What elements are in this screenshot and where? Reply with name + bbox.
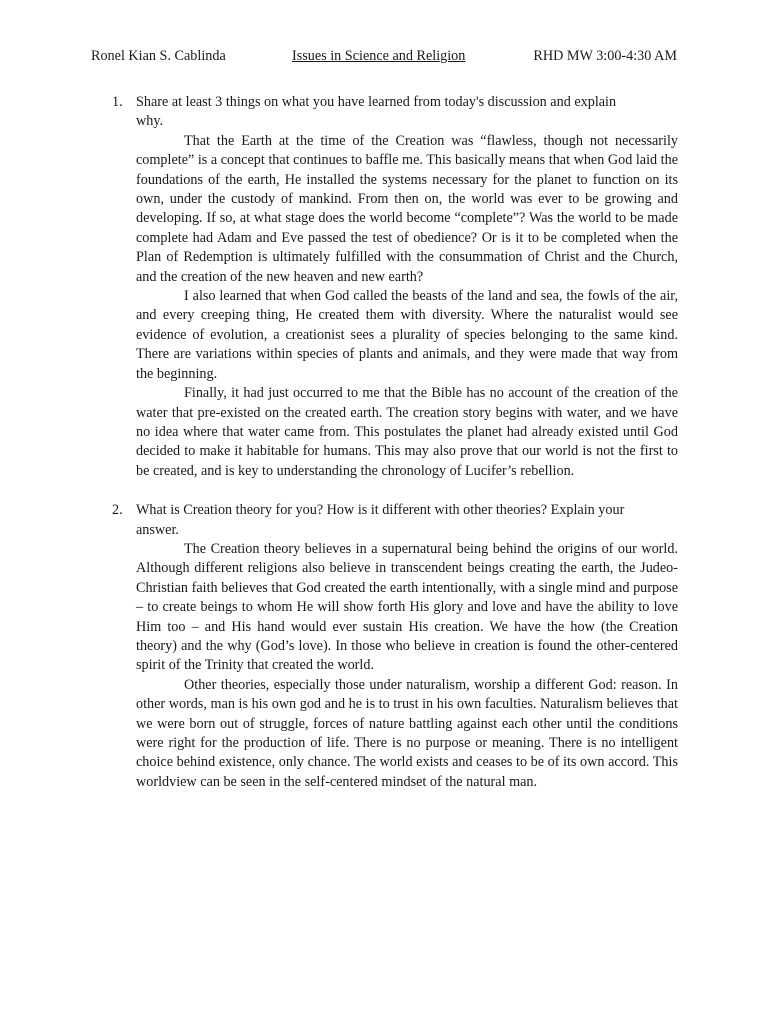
question-number: 2. xyxy=(112,502,123,519)
answer-paragraph: The Creation theory believes in a supernatural being behind the origins of our world. Although different religions also believe in transcendent beings creating the earth, the Judeo-Christian faith believes that God created the earth intentionally, with a single mind and purpose – to create beings to whom He will show forth His glory and love and have the ability to love Him too – and His hand would ever sustain His creation. We have the how (the Creation theory) and the why (God’s love). In those who believe in creation is found the other-centered spirit of the Trinity that created the world. xyxy=(136,540,678,674)
answer-paragraph: Other theories, especially those under naturalism, worship a different God: reason. In other words, man is his own god and he is to trust in his own faculties. Naturalism believes that we were born out of struggle, forces of nature battling against each other until the conditions were right for the production of life. There is no purpose or meaning. There is no intelligent choice behind existence, only chance. The world exists and ceases to be of its own accord. This worldview can be seen in the self-centered mindset of the natural man. xyxy=(136,676,678,790)
class-schedule: RHD MW 3:00-4:30 AM xyxy=(533,48,677,64)
question-list xyxy=(112,93,678,812)
question-prompt: Share at least 3 things on what you have learned from today's discussion and explain why. xyxy=(136,94,617,130)
question-item xyxy=(112,93,678,481)
page-header xyxy=(91,46,677,66)
question-number: 1. xyxy=(112,94,123,110)
question-item xyxy=(112,501,678,792)
answer-paragraph: I also learned that when God called the beasts of the land and sea, the fowls of the air, and every creeping thing, He created them with diversity. Where the naturalist would see evidence of evolution, a creationist sees a plurality of species belonging to the same kind. There are variations within species of plants and animals, and they were made that way from the beginning. xyxy=(136,288,678,382)
student-name: Ronel Kian S. Cablinda xyxy=(91,48,226,64)
answer-paragraph: Finally, it had just occurred to me that the Bible has no account of the creation of the water that pre-existed on the created earth. The creation story begins with water, and we have no idea where that water came from. This postulates the planet had already existed until God decided to make it habitable for humans. This may also prove that our world is not the first to be created, and is key to understanding the chronology of Lucifer’s rebellion. xyxy=(136,385,678,479)
course-title: Issues in Science and Religion xyxy=(292,48,466,64)
question-prompt: What is Creation theory for you? How is it different with other theories? Explain your answer. xyxy=(136,502,625,538)
answer-paragraph: That the Earth at the time of the Creation was “flawless, though not necessarily complete” is a concept that continues to baffle me. This basically means that when God laid the foundations of the earth, He installed the systems necessary for the planet to function on its own, under the custody of mankind. From then on, the world was ever to be growing and developing. If so, at what stage does the world become “complete”? Was the world to be made complete had Adam and Eve passed the test of obedience? Or is it to be completed when the Plan of Redemption is ultimately fulfilled with the consummation of Christ and the Church, and the creation of the new heaven and new earth? xyxy=(136,132,678,285)
